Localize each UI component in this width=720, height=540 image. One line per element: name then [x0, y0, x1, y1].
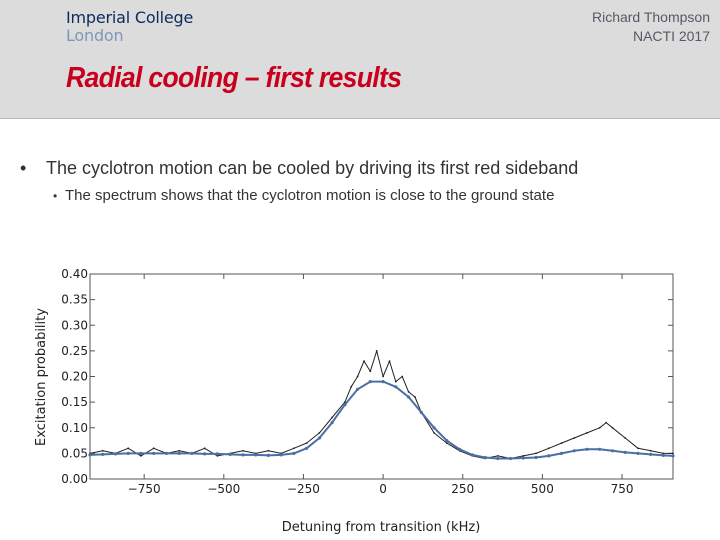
- measured-excitation-line-point: [599, 427, 601, 429]
- fit-curve-line-point: [598, 448, 601, 451]
- fit-curve-line-point: [407, 395, 410, 398]
- measured-excitation-line-point: [586, 432, 588, 434]
- measured-excitation-line-point: [242, 450, 244, 452]
- measured-excitation-line-point: [401, 376, 403, 378]
- fit-curve-line-point: [267, 454, 270, 457]
- fit-curve-line-point: [241, 453, 244, 456]
- measured-excitation-line-point: [414, 396, 416, 398]
- measured-excitation-line-point: [561, 442, 563, 444]
- fit-curve-line-point: [216, 452, 219, 455]
- fit-curve-line-point: [343, 403, 346, 406]
- fit-curve-line-point: [229, 453, 232, 456]
- chart-labels-layer: [61, 267, 633, 496]
- chart-series-layer: [88, 350, 674, 460]
- measured-excitation-line-point: [350, 386, 352, 388]
- fit-curve-line-point: [139, 452, 142, 455]
- fit-curve-line-point: [471, 453, 474, 456]
- fit-curve-line-point: [127, 452, 130, 455]
- measured-excitation-line-point: [293, 447, 295, 449]
- y-tick-label: 0.05: [61, 446, 88, 461]
- x-tick-label: −250: [286, 482, 320, 496]
- y-axis-label: Excitation probability: [34, 308, 49, 446]
- fit-curve-line-point: [420, 411, 423, 414]
- fit-curve-line-point: [190, 452, 193, 455]
- fit-curve-line-point: [292, 452, 295, 455]
- author-block: [592, 8, 710, 46]
- fit-curve-line-point: [445, 439, 448, 442]
- fit-curve-line-point: [636, 452, 639, 455]
- fit-curve-line-point: [611, 449, 614, 452]
- chart-ticks-layer: [90, 274, 673, 479]
- bullet-level-2: [53, 187, 554, 204]
- fit-curve-line-point: [178, 452, 181, 455]
- fit-curve-line-point: [433, 426, 436, 429]
- imperial-college-logo: [66, 9, 193, 45]
- spectrum-chart: [0, 255, 720, 540]
- measured-excitation-line-point: [612, 427, 614, 429]
- fit-curve-line-point: [662, 454, 665, 457]
- fit-curve-line-point: [509, 457, 512, 460]
- measured-excitation-line-point: [319, 432, 321, 434]
- measured-excitation-line-point: [605, 422, 607, 424]
- fit-curve-line-point: [394, 385, 397, 388]
- measured-excitation-line-point: [153, 447, 155, 449]
- fit-curve-line-point: [624, 451, 627, 454]
- bullet-1-text: The cyclotron motion can be cooled by driving its first red sideband: [46, 158, 579, 178]
- fit-curve-line-point: [649, 453, 652, 456]
- fit-curve-line-point: [496, 457, 499, 460]
- y-tick-label: 0.30: [61, 318, 88, 333]
- fit-curve-line-point: [522, 456, 525, 459]
- measured-excitation-line-point: [204, 447, 206, 449]
- measured-excitation-line-point: [395, 381, 397, 383]
- measured-excitation-line-point: [178, 450, 180, 452]
- fit-curve-line-point: [369, 380, 372, 383]
- x-tick-label: −500: [207, 482, 241, 496]
- fit-curve-line-point: [254, 453, 257, 456]
- bullet-level-1: [20, 158, 578, 179]
- fit-curve-line-point: [356, 388, 359, 391]
- fit-curve-line-point: [331, 421, 334, 424]
- fit-curve-line-point: [671, 454, 674, 457]
- y-tick-label: 0.35: [61, 292, 88, 307]
- fit-curve-line-point: [483, 456, 486, 459]
- fit-curve-line-point: [458, 448, 461, 451]
- fit-curve-line-point: [560, 452, 563, 455]
- logo-line-2: London: [66, 26, 124, 45]
- measured-excitation-line-point: [433, 432, 435, 434]
- bullet-2-text: The spectrum shows that the cyclotron motion is close to the ground state: [65, 187, 555, 204]
- fit-curve-line-point: [573, 449, 576, 452]
- event-name: NACTI 2017: [632, 28, 710, 44]
- x-tick-label: 250: [451, 482, 475, 496]
- fit-curve-line-point: [88, 453, 91, 456]
- measured-excitation-line-point: [408, 391, 410, 393]
- y-tick-label: 0.40: [61, 267, 88, 281]
- measured-excitation-line-point: [357, 376, 359, 378]
- measured-excitation-line-point: [637, 447, 639, 449]
- slide-title: Radial cooling – first results: [66, 62, 402, 94]
- fit-curve-line-point: [534, 456, 537, 459]
- fit-curve-line-point: [305, 447, 308, 450]
- fit-curve-line: [90, 382, 673, 459]
- fit-curve-line-point: [152, 452, 155, 455]
- measured-excitation-line-point: [127, 447, 129, 449]
- measured-excitation-line-point: [140, 455, 142, 457]
- x-tick-label: 750: [610, 482, 634, 496]
- fit-curve-line-point: [547, 454, 550, 457]
- x-axis-label: Detuning from transition (kHz): [281, 520, 481, 535]
- x-tick-label: −750: [127, 482, 161, 496]
- plot-frame: [90, 274, 673, 479]
- author-name: Richard Thompson: [591, 9, 710, 25]
- measured-excitation-line-point: [102, 450, 104, 452]
- x-tick-label: 0: [379, 482, 387, 496]
- fit-curve-line-point: [203, 452, 206, 455]
- fit-curve-line-point: [318, 436, 321, 439]
- fit-curve-line-point: [382, 380, 385, 383]
- measured-excitation-line-point: [331, 417, 333, 419]
- measured-excitation-line-point: [369, 371, 371, 373]
- measured-excitation-line-point: [306, 442, 308, 444]
- slide-header: [0, 0, 720, 119]
- measured-excitation-line-point: [268, 450, 270, 452]
- fit-curve-line-point: [165, 452, 168, 455]
- measured-excitation-line-point: [389, 360, 391, 362]
- measured-excitation-line-point: [535, 453, 537, 455]
- x-tick-label: 500: [530, 482, 554, 496]
- sub-bullet-marker: •: [53, 189, 58, 203]
- measured-excitation-line-point: [363, 360, 365, 362]
- measured-excitation-line: [90, 351, 673, 459]
- fit-curve-line-point: [585, 448, 588, 451]
- y-tick-label: 0.15: [61, 395, 88, 410]
- y-tick-label: 0.25: [61, 343, 88, 358]
- measured-excitation-line-point: [446, 442, 448, 444]
- fit-curve-line-point: [101, 453, 104, 456]
- fit-curve-line-point: [280, 453, 283, 456]
- measured-excitation-line-point: [624, 437, 626, 439]
- y-tick-label: 0.00: [61, 472, 88, 486]
- fit-curve-line-point: [114, 452, 117, 455]
- y-tick-label: 0.10: [61, 420, 88, 435]
- measured-excitation-line-point: [376, 350, 378, 352]
- bullet-marker: •: [20, 158, 27, 178]
- measured-excitation-line-point: [382, 376, 384, 378]
- y-tick-label: 0.20: [61, 369, 88, 384]
- measured-excitation-line-point: [672, 453, 674, 455]
- measured-excitation-line-point: [548, 447, 550, 449]
- logo-line-1: Imperial College: [66, 8, 194, 27]
- measured-excitation-line-point: [650, 450, 652, 452]
- measured-excitation-line-point: [573, 437, 575, 439]
- measured-excitation-line-point: [497, 455, 499, 457]
